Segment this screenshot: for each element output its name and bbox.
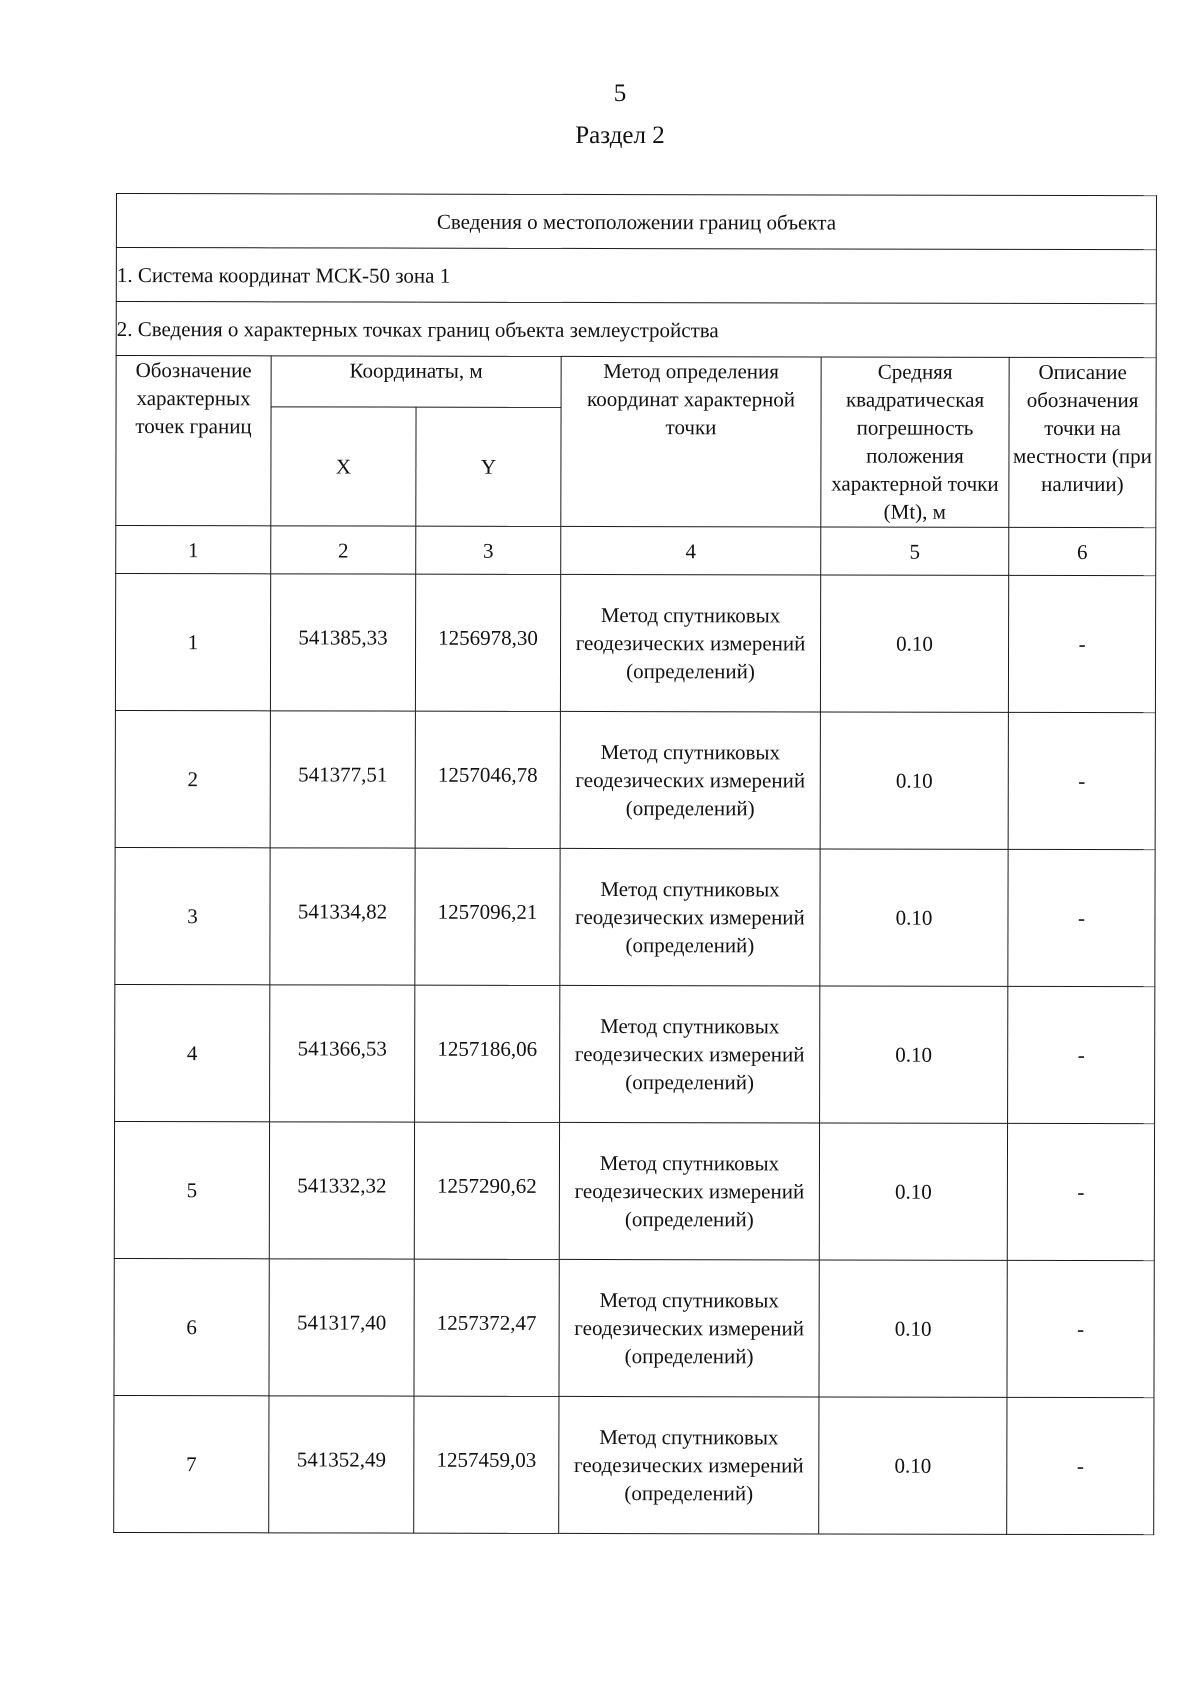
column-number: 5 xyxy=(821,527,1009,575)
table-row xyxy=(115,847,1155,986)
error-cell: 0.10 xyxy=(819,1123,1007,1260)
error-cell: 0.10 xyxy=(820,712,1008,849)
error-cell: 0.10 xyxy=(820,575,1008,712)
method-cell: Метод спутниковых геодезических измерений (определений) xyxy=(559,1396,819,1534)
x-coordinate: 541385,33 xyxy=(270,574,415,711)
table-title: Сведения о местоположении границ объекта xyxy=(116,194,1156,250)
y-coordinate: 1257096,21 xyxy=(415,848,560,985)
points-heading-row xyxy=(116,302,1156,358)
description-cell: - xyxy=(1007,1123,1154,1260)
table-row xyxy=(115,710,1155,849)
table-row xyxy=(115,574,1155,713)
description-cell: - xyxy=(1008,712,1155,849)
method-cell: Метод спутниковых геодезических измерений (определений) xyxy=(560,848,820,986)
table-row xyxy=(114,1121,1154,1260)
x-coordinate: 541366,53 xyxy=(270,985,415,1122)
header-point-label: Обозначение характерных точек границ xyxy=(116,356,271,526)
point-number: 3 xyxy=(115,847,270,984)
y-coordinate: 1257186,06 xyxy=(415,985,560,1122)
section-title: Раздел 2 xyxy=(575,122,665,149)
header-method: Метод определения координат характерной точки xyxy=(561,356,821,527)
description-cell: - xyxy=(1008,986,1155,1123)
error-cell: 0.10 xyxy=(820,986,1008,1123)
error-cell: 0.10 xyxy=(819,1260,1007,1397)
header-y: Y xyxy=(416,407,561,526)
y-coordinate: 1257290,62 xyxy=(414,1122,559,1259)
method-cell: Метод спутниковых геодезических измерений (определений) xyxy=(560,711,820,849)
x-coordinate: 541317,40 xyxy=(269,1259,414,1396)
table-row xyxy=(115,984,1155,1123)
column-number: 2 xyxy=(271,526,416,574)
x-coordinate: 541352,49 xyxy=(269,1396,414,1533)
method-cell: Метод спутниковых геодезических измерений (определений) xyxy=(559,1122,819,1260)
boundary-table xyxy=(113,193,1157,1535)
column-number: 1 xyxy=(116,526,271,574)
points-heading: 2. Сведения о характерных точках границ объекта землеустройства xyxy=(116,302,1156,358)
method-cell: Метод спутниковых геодезических измерений (определений) xyxy=(560,574,820,712)
point-number: 1 xyxy=(115,574,270,711)
x-coordinate: 541377,51 xyxy=(270,711,415,848)
error-cell: 0.10 xyxy=(819,1397,1007,1534)
header-x: X xyxy=(271,407,416,526)
table-row xyxy=(114,1258,1154,1397)
x-coordinate: 541332,32 xyxy=(269,1122,414,1259)
y-coordinate: 1257459,03 xyxy=(414,1396,559,1533)
y-coordinate: 1256978,30 xyxy=(415,574,560,711)
description-cell: - xyxy=(1008,575,1155,712)
point-number: 5 xyxy=(114,1121,269,1258)
description-cell: - xyxy=(1008,849,1155,986)
description-cell: - xyxy=(1007,1397,1154,1534)
table-title-row xyxy=(116,194,1156,250)
point-number: 6 xyxy=(114,1258,269,1395)
y-coordinate: 1257372,47 xyxy=(414,1259,559,1396)
coordinate-system-row xyxy=(116,248,1156,304)
header-error: Средняя квадратическая погрешность положения характерной точки (Mt), м xyxy=(821,357,1009,527)
page-number: 5 xyxy=(613,80,627,107)
error-cell: 0.10 xyxy=(820,849,1008,986)
point-number: 7 xyxy=(114,1395,269,1532)
point-number: 2 xyxy=(115,710,270,847)
column-number: 3 xyxy=(416,526,561,574)
description-cell: - xyxy=(1007,1260,1154,1397)
header-coordinates: Координаты, м xyxy=(271,356,561,408)
method-cell: Метод спутниковых геодезических измерений (определений) xyxy=(559,1259,819,1397)
header-row-1 xyxy=(116,356,1156,409)
y-coordinate: 1257046,78 xyxy=(415,711,560,848)
x-coordinate: 541334,82 xyxy=(270,848,415,985)
point-number: 4 xyxy=(115,984,270,1121)
column-number: 4 xyxy=(561,526,821,575)
table-row xyxy=(114,1395,1154,1534)
header-description: Описание обозначения точки на местности (при наличии) xyxy=(1009,357,1156,527)
coordinate-system: 1. Система координат МСК-50 зона 1 xyxy=(116,248,1156,304)
column-number-row xyxy=(116,526,1156,576)
method-cell: Метод спутниковых геодезических измерений (определений) xyxy=(560,985,820,1123)
column-number: 6 xyxy=(1009,527,1156,575)
